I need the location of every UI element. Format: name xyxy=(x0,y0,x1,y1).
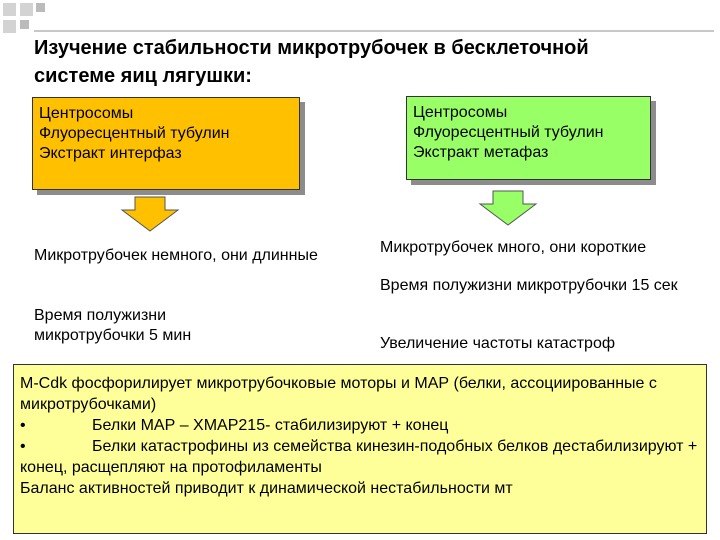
summary-bullet xyxy=(20,436,700,478)
condition-line: Экстракт метафаз xyxy=(413,144,549,161)
slide-title: Изучение стабильности микротрубочек в бесклеточной системе яиц лягушки: xyxy=(34,37,589,87)
down-arrow-icon xyxy=(120,196,180,232)
bullet-marker: • xyxy=(20,417,26,434)
summary-bullet xyxy=(20,415,700,436)
condition-line: Флуоресцентный тубулин xyxy=(39,125,230,142)
bullet-text: Белки МАР – XMAP215- стабилизируют + конец xyxy=(92,417,449,434)
down-arrow-icon xyxy=(478,190,538,226)
condition-line: Центросомы xyxy=(413,104,508,121)
metaphase-conditions-box xyxy=(406,96,651,180)
metaphase-result-halflife: Время полужизни микротрубочки 15 сек xyxy=(380,277,678,294)
interphase-result-count: Микротрубочек немного, они длинные xyxy=(34,247,318,264)
title-divider xyxy=(34,30,714,32)
summary-box xyxy=(13,364,707,534)
interphase-conditions-box xyxy=(32,97,300,190)
metaphase-result-count: Микротрубочек много, они короткие xyxy=(380,239,647,256)
bullet-marker: • xyxy=(20,438,26,455)
condition-line: Флуоресцентный тубулин xyxy=(413,124,604,141)
interphase-result-halflife: Время полужизни микротрубочки 5 мин xyxy=(34,307,192,344)
summary-line: M-Cdk фосфорилирует микротрубочковые моторы и МАР (белки, ассоциированные с микротрубочками) xyxy=(20,375,657,413)
bullet-text: Белки катастрофины из семейства кинезин-подобных белков дестабилизируют + конец, расщепляют на протофиламенты xyxy=(20,438,698,476)
condition-line: Экстракт интерфаз xyxy=(39,145,182,162)
metaphase-result-catastrophe: Увеличение частоты катастроф xyxy=(380,335,616,352)
condition-line: Центросомы xyxy=(39,105,134,122)
summary-line: Баланс активностей приводит к динамической нестабильности мт xyxy=(20,480,513,497)
